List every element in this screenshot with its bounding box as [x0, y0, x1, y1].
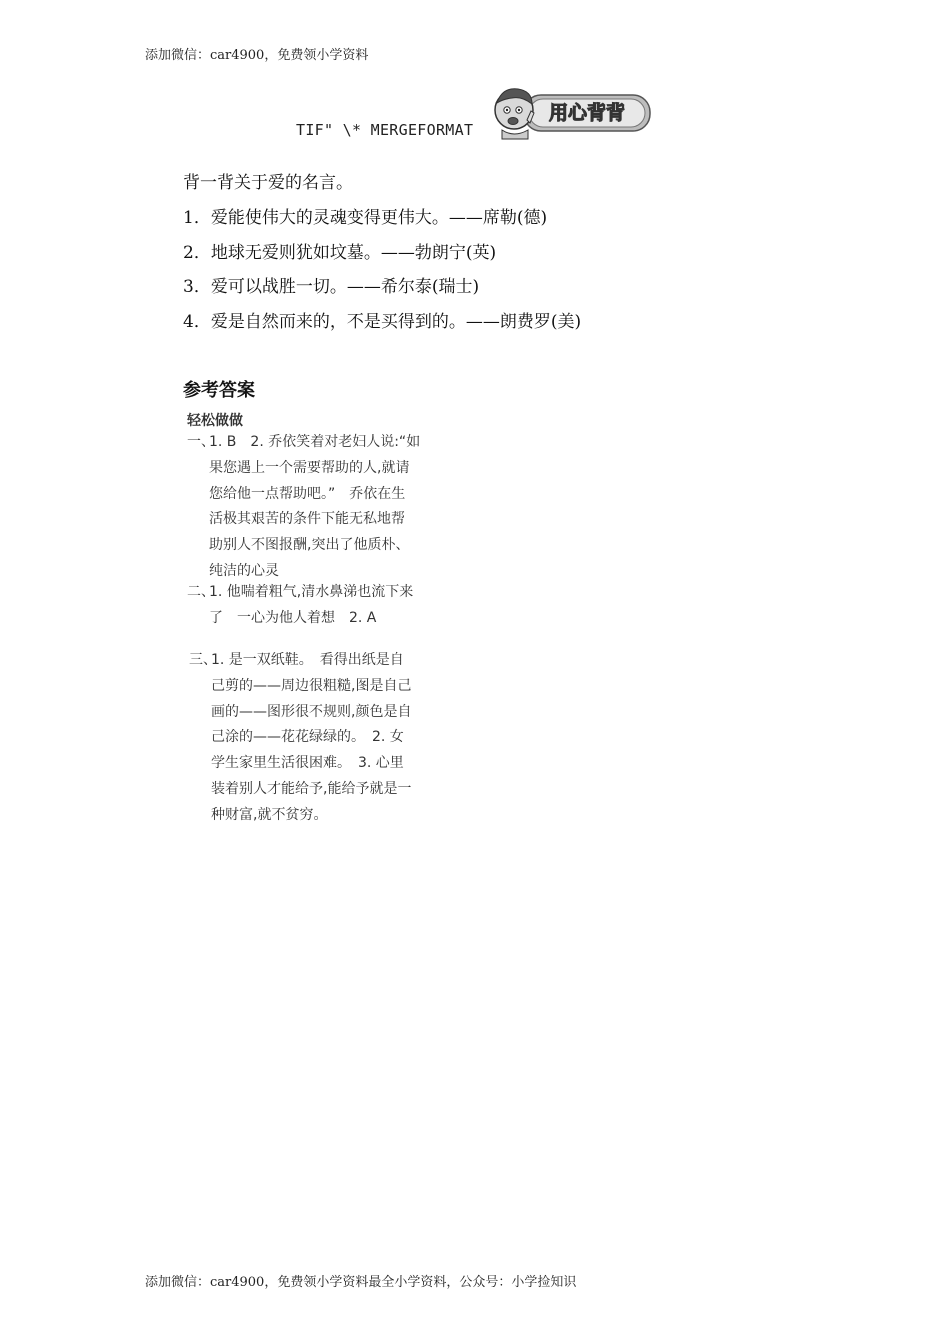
answer-marker: 一、 — [187, 434, 215, 450]
answer-line: 装着别人才能给予,能给予就是一 — [211, 780, 412, 797]
quote-item: 3．爱可以战胜一切。——希尔泰(瑞士) — [183, 277, 480, 297]
section-title: 轻松做做 — [187, 413, 243, 429]
answer-line: 活极其艰苦的条件下能无私地帮 — [209, 511, 405, 528]
page-header-watermark: 添加微信：car4900，免费领小学资料 — [145, 48, 369, 63]
logo-graphic — [488, 84, 653, 140]
answer-block-1 — [187, 430, 457, 585]
answer-line: 画的——图形很不规则,颜色是自 — [211, 703, 412, 720]
answers-heading: 参考答案 — [183, 380, 255, 401]
answer-line: 己剪的——周边很粗糙,图是自己 — [211, 677, 412, 694]
page-footer-watermark: 添加微信：car4900，免费领小学资料最全小学资料，公众号：小学捡知识 — [145, 1275, 577, 1290]
yongxin-beibei-logo — [488, 84, 653, 140]
answer-line: 种财富,就不贫穷。 — [211, 806, 328, 823]
answer-line: 1. 他喘着粗气,清水鼻涕也流下来 — [209, 584, 414, 600]
answer-marker: 三、 — [189, 652, 217, 668]
answer-line: 己涂的——花花绿绿的。 2. 女 — [211, 729, 404, 746]
answer-line: 了 一心为他人着想 2. A — [209, 609, 377, 626]
quote-item: 4．爱是自然而来的，不是买得到的。——朗费罗(美) — [183, 312, 582, 332]
intro-line: 背一背关于爱的名言。 — [183, 173, 353, 193]
quote-item: 2．地球无爱则犹如坟墓。——勃朗宁(英) — [183, 243, 497, 263]
answer-line: 1. B 2. 乔依笑着对老妇人说:“如 — [209, 434, 421, 450]
answer-line: 学生家里生活很困难。 3. 心里 — [211, 755, 404, 772]
answer-line: 纯洁的心灵 — [209, 562, 279, 579]
field-code-text: TIF" \* MERGEFORMAT — [296, 121, 474, 139]
answer-line: 果您遇上一个需要帮助的人,就请 — [209, 459, 410, 476]
answer-scan-image — [183, 406, 463, 826]
logo-text: 用心背背 — [548, 102, 626, 124]
answer-line: 1. 是一双纸鞋。 看得出纸是自 — [211, 652, 404, 668]
answer-line: 助别人不图报酬,突出了他质朴、 — [209, 537, 410, 554]
answer-marker: 二、 — [187, 584, 215, 600]
quote-item: 1．爱能使伟大的灵魂变得更伟大。——席勒(德) — [183, 208, 548, 228]
answer-block-3 — [189, 648, 459, 829]
answer-block-2 — [187, 580, 457, 632]
answer-line: 您给他一点帮助吧。” 乔依在生 — [209, 485, 406, 502]
